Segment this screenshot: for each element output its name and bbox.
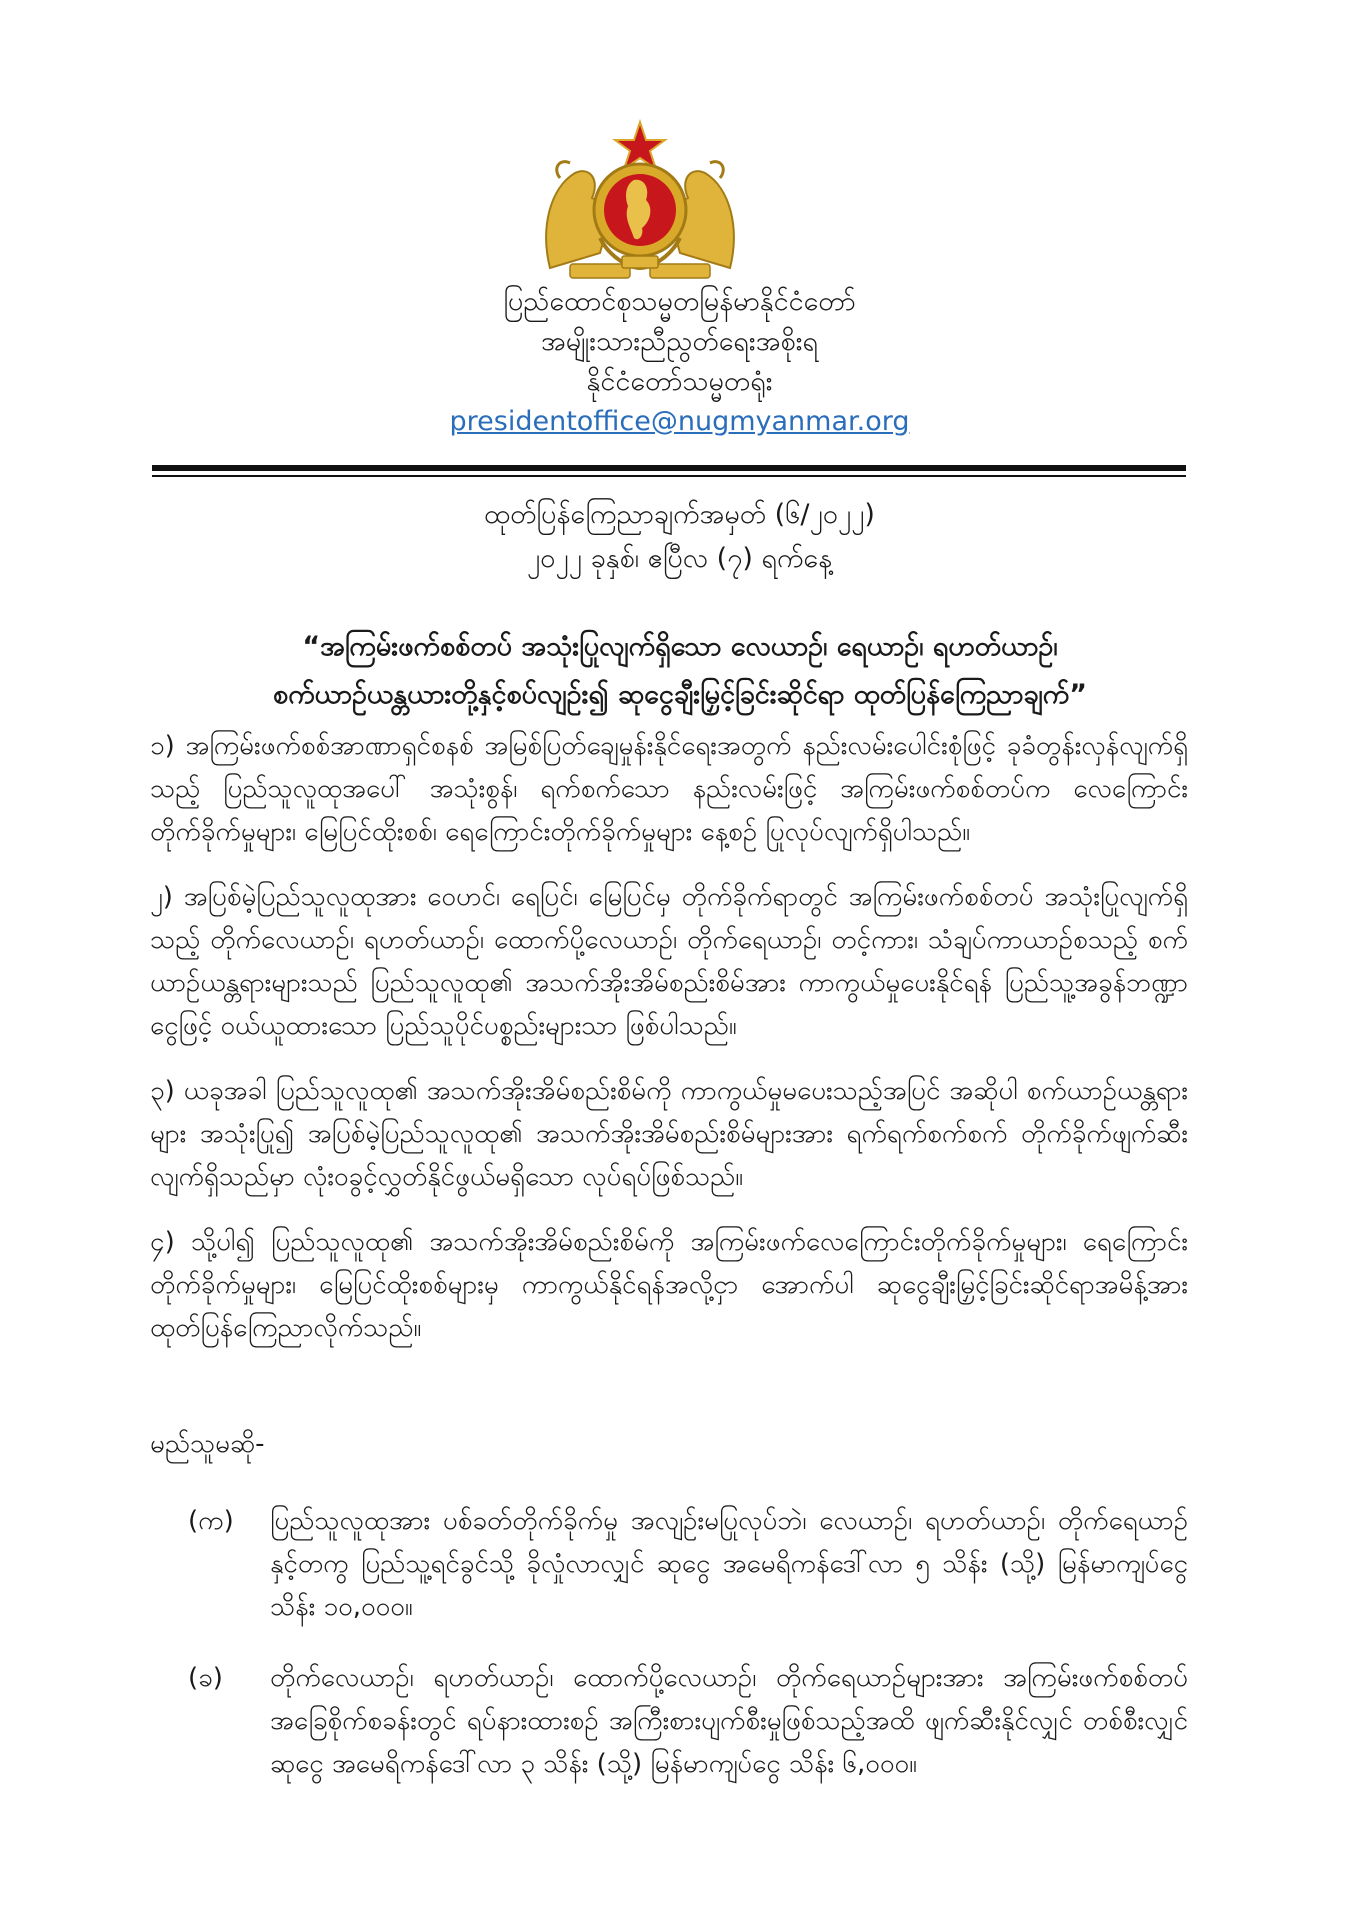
list-item-text: ပြည်သူလူထုအား ပစ်ခတ်တိုက်ခိုက်မှု အလျဉ်းမပြုလုပ်ဘဲ၊ လေယာဉ်၊ ရဟတ်ယာဉ်၊ တိုက်ရေယာဉ်နှင့်တကွ ပြည်သူ့ရင်ခွင်သို့ ခိုလှုံလာလျှင် ဆုငွေ အမေရိကန်ဒေါ်လာ ၅ သိန်း (သို့) မြန်မာကျပ်ငွေ သိန်း ၁၀,၀၀၀။ <box>270 1506 1188 1622</box>
paragraph-1: ၁) အကြမ်းဖက်စစ်အာဏာရှင်စနစ် အမြစ်ပြတ်ချေမှုန်းနိုင်ရေးအတွက် နည်းလမ်းပေါင်းစုံဖြင့် ခုခံတွန်းလှန်လျက်ရှိသည့် ပြည်သူလူထုအပေါ် အသုံးစွန်၊ ရက်စက်သော နည်းလမ်းဖြင့် အကြမ်းဖက်စစ်တပ်က လေကြောင်းတိုက်ခိုက်မှုများ၊ မြေပြင်ထိုးစစ်၊ ရေကြောင်းတိုက်ခိုက်မှုများ နေ့စဉ် ပြုလုပ်လျက်ရှိပါသည်။ <box>150 731 1188 847</box>
statement-date: ၂၀၂၂ ခုနှစ်၊ ဧပြီလ (၇) ရက်နေ့ <box>526 543 833 574</box>
paragraph-3: ၃) ယခုအခါ ပြည်သူလူထု၏ အသက်အိုးအိမ်စည်းစိမ်ကို ကာကွယ်မှုမပေးသည့်အပြင် အဆိုပါ စက်ယာဉ်ယန္တရားများ အသုံးပြု၍ အပြစ်မဲ့ပြည်သူလူထု၏ အသက်အိုးအိမ်စည်းစိမ်များအား ရက်ရက်စက်စက် တိုက်ခိုက်ဖျက်ဆီးလျက်ရှိသည်မှာ လုံးဝခွင့်လွှတ်နိုင်ဖွယ်မရှိသော လုပ်ရပ်ဖြစ်သည်။ <box>150 1076 1188 1192</box>
paragraph-4: ၄) သို့ပါ၍ ပြည်သူလူထု၏ အသက်အိုးအိမ်စည်းစိမ်ကို အကြမ်းဖက်လေကြောင်းတိုက်ခိုက်မှုများ၊ ရေကြောင်းတိုက်ခိုက်မှုများ၊ မြေပြင်ထိုးစစ်များမှ ကာကွယ်နိုင်ရန်အလို့ငှာ အောက်ပါ ဆုငွေချီးမြှင့်ခြင်းဆိုင်ရာအမိန့်အား ထုတ်ပြန်ကြေညာလိုက်သည်။ <box>150 1227 1188 1343</box>
paragraph-2: ၂) အပြစ်မဲ့ပြည်သူလူထုအား ဝေဟင်၊ ရေပြင်၊ မြေပြင်မှ တိုက်ခိုက်ရာတွင် အကြမ်းဖက်စစ်တပ် အသုံးပြုလျက်ရှိသည့် တိုက်လေယာဉ်၊ ရဟတ်ယာဉ်၊ ထောက်ပို့လေယာဉ်၊ တိုက်ရေယာဉ်၊ တင့်ကား၊ သံချပ်ကာယာဉ်စသည့် စက်ယာဉ်ယန္တရားများသည် ပြည်သူလူထု၏ အသက်အိုးအိမ်စည်းစိမ်အား ကာကွယ်မှုပေးနိုင်ရန် ပြည်သူ့အခွန်ဘဏ္ဍာငွေဖြင့် ဝယ်ယူထားသော ပြည်သူပိုင်ပစ္စည်းများသာ ဖြစ်ပါသည်။ <box>150 882 1188 1041</box>
list-item-label: (ခ) <box>188 1663 223 1693</box>
header-country: ပြည်ထောင်စုသမ္မတမြန်မာနိုင်ငံတော် <box>503 286 856 317</box>
title-line-1: “အကြမ်းဖက်စစ်တပ် အသုံးပြုလျက်ရှိသော လေယာဉ်၊ ရေယာဉ်၊ ရဟတ်ယာဉ်၊ <box>302 631 1058 662</box>
office-header <box>0 282 1359 442</box>
list-item-label: (က) <box>188 1506 234 1536</box>
statement-title <box>150 623 1210 719</box>
statement-reference <box>0 493 1359 581</box>
list-item <box>150 1657 1188 1786</box>
list-intro: မည်သူမဆို- <box>150 1429 265 1459</box>
state-emblem-seal <box>530 118 750 288</box>
reward-list <box>150 1500 1188 1814</box>
header-divider-thick <box>152 465 1186 471</box>
header-divider-thin <box>152 475 1186 477</box>
statement-number: ထုတ်ပြန်ကြေညာချက်အမှတ် (၆/၂၀၂၂) <box>484 499 875 530</box>
statement-body <box>150 725 1188 1372</box>
list-item-text: တိုက်လေယာဉ်၊ ရဟတ်ယာဉ်၊ ထောက်ပို့လေယာဉ်၊ တိုက်ရေယာဉ်များအား အကြမ်းဖက်စစ်တပ် အခြေစိုက်စခန်းတွင် ရပ်နားထားစဉ် အကြီးစားပျက်စီးမှုဖြစ်သည့်အထိ ဖျက်ဆီးနိုင်လျှင် တစ်စီးလျှင် ဆုငွေ အမေရိကန်ဒေါ်လာ ၃ သိန်း (သို့) မြန်မာကျပ်ငွေ သိန်း ၆,၀၀၀။ <box>270 1663 1188 1779</box>
header-office: နိုင်ငံတော်သမ္မတရုံး <box>586 366 773 397</box>
list-item <box>150 1500 1188 1629</box>
title-line-2: စက်ယာဉ်ယန္တယားတို့နှင့်စပ်လျဉ်း၍ ဆုငွေချီးမြှင့်ခြင်းဆိုင်ရာ ထုတ်ပြန်ကြေညာချက်” <box>273 679 1087 710</box>
office-email-link[interactable]: presidentoffice@nugmyanmar.org <box>449 406 910 437</box>
header-government: အမျိုးသားညီညွတ်ရေးအစိုးရ <box>540 326 819 357</box>
